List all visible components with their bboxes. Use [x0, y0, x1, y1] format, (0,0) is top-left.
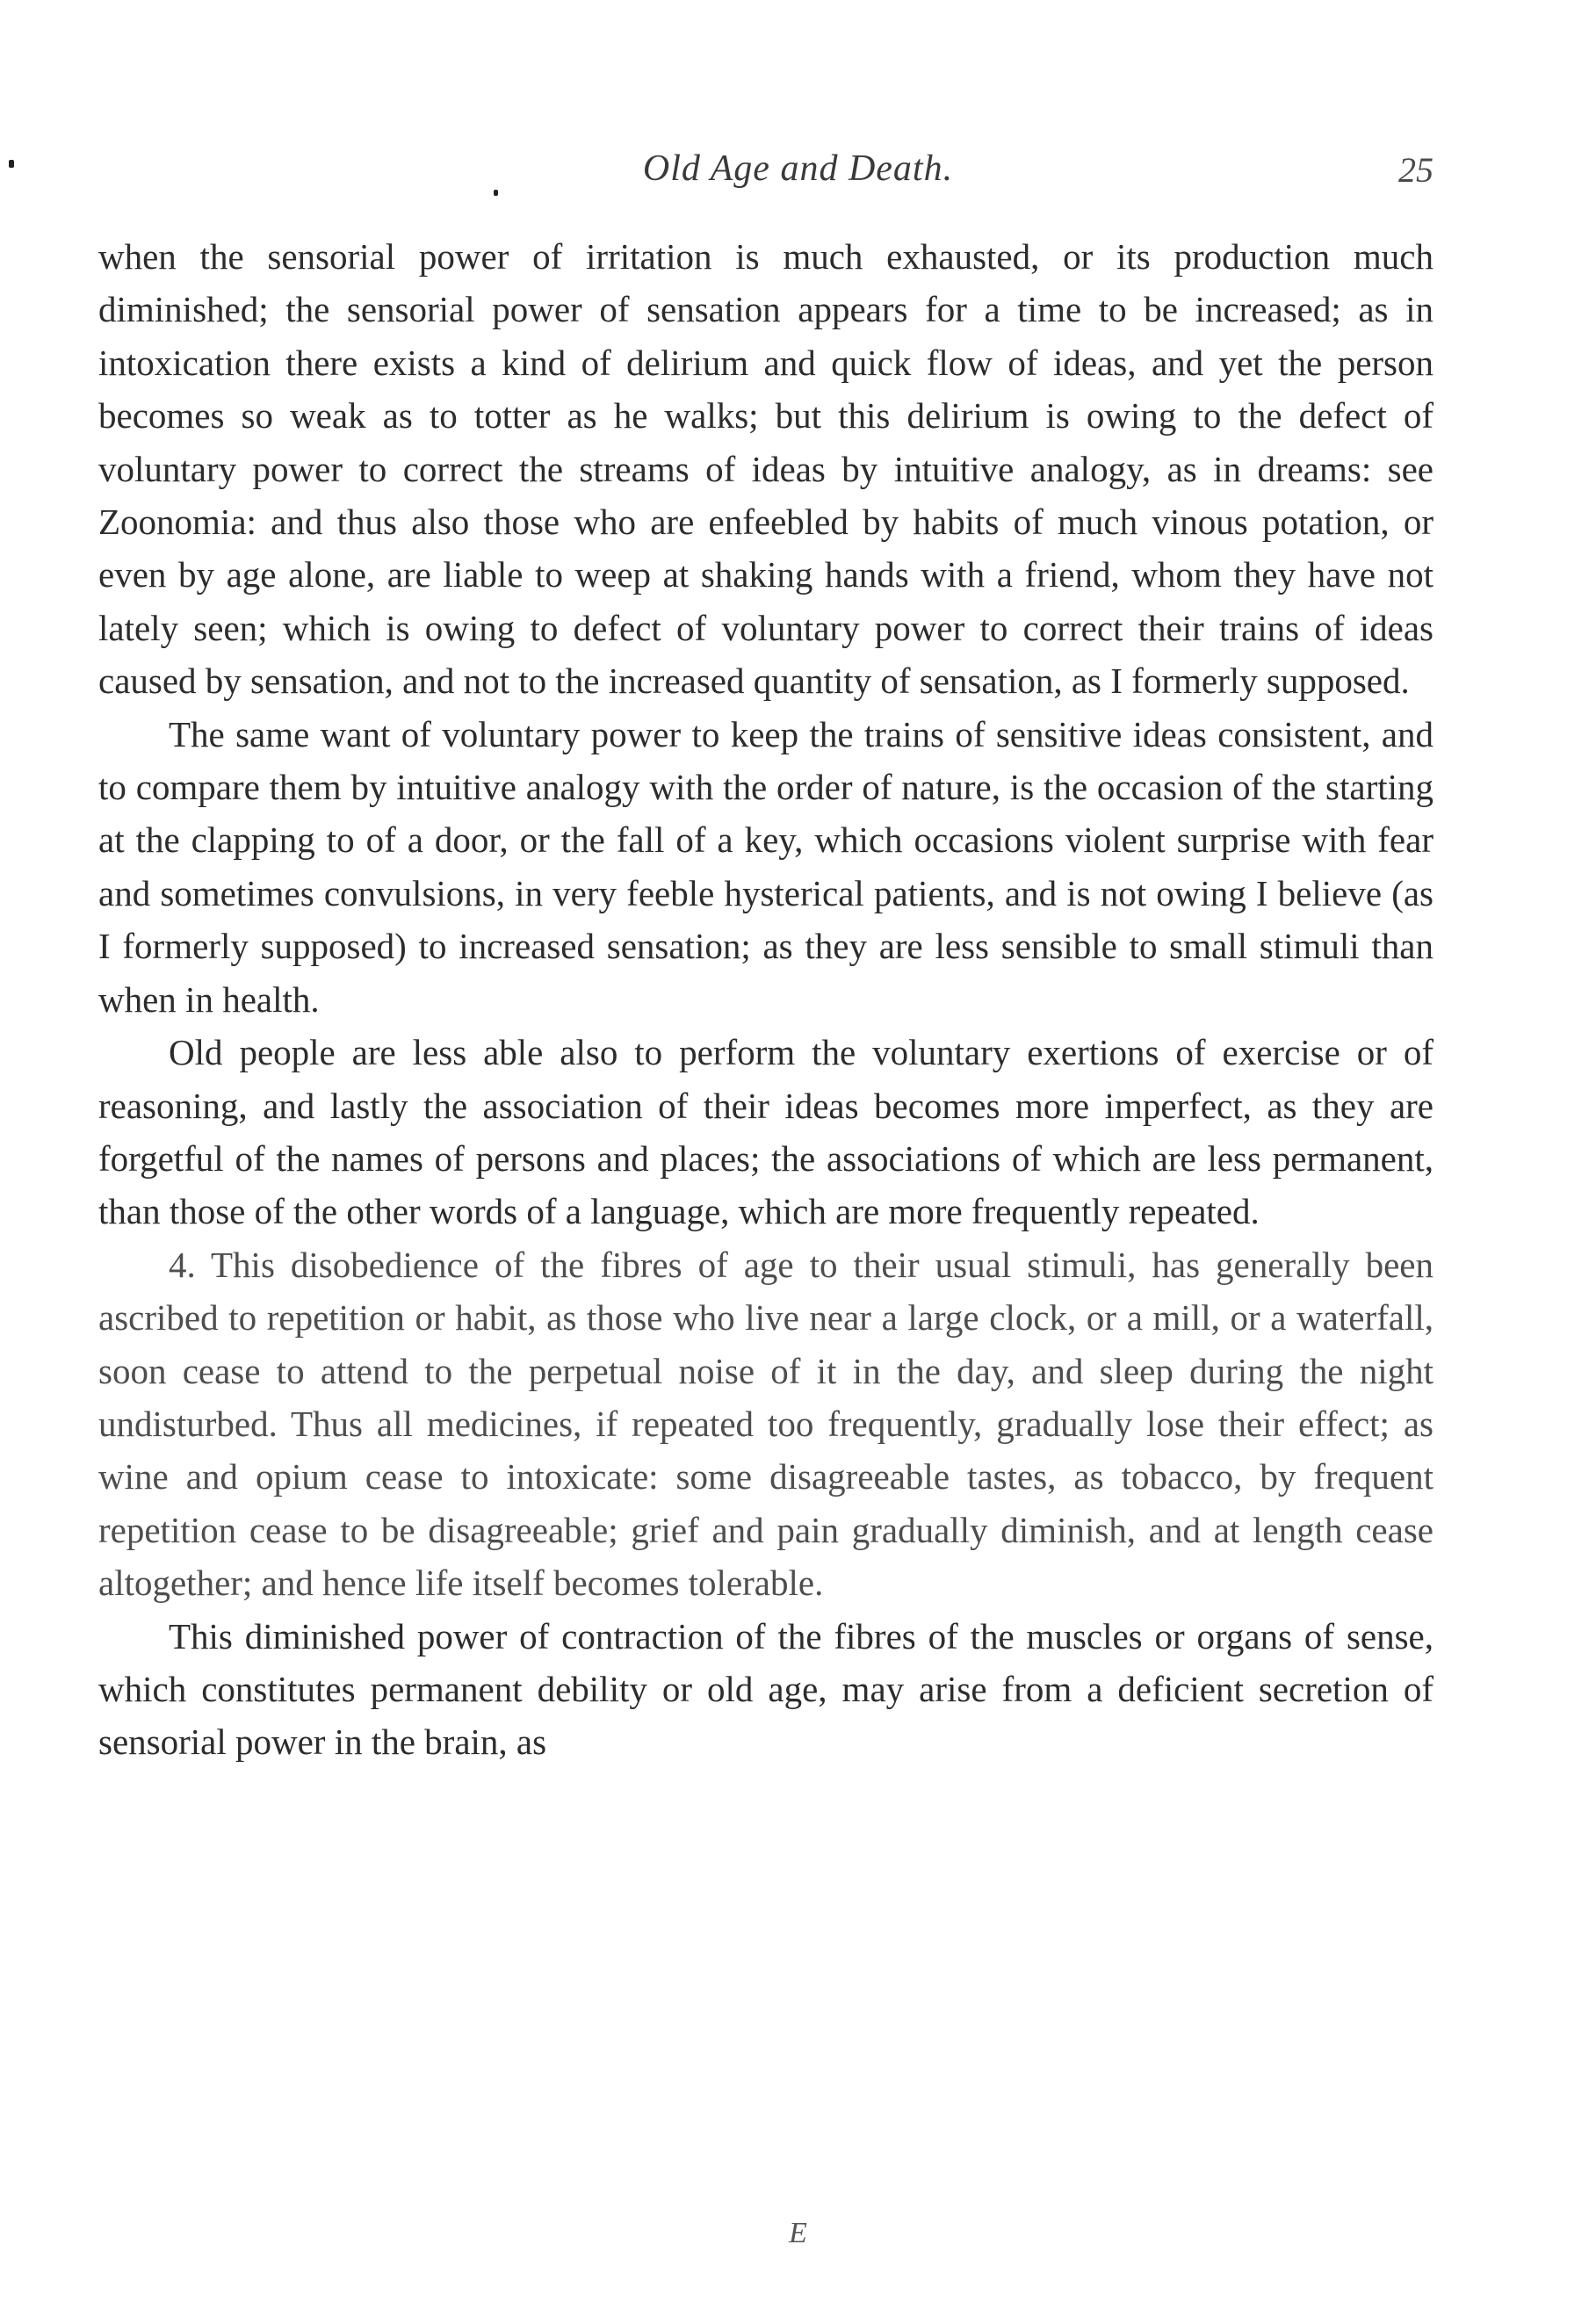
paragraph: when the sensorial power of irritation is much exhausted, or its production much diminished; the sensorial power of sensation appears for a time to be increased; as in intoxication there exists a kind of delirium and quick flow of ideas, and yet the person becomes so weak as to totter as he walks; but this delirium is owing to the defect of voluntary power to correct the streams of ideas by intuitive analogy, as in dreams: see Zoonomia: and thus also those who are enfeebled by habits of much vinous potation, or even by age alone, are liable to weep at shaking hands with a friend, whom they have not lately seen; which is owing to defect of voluntary power to correct their trains of ideas caused by sensation, and not to the increased quantity of sensation, as I formerly supposed. — [98, 236, 1434, 702]
ink-speck — [494, 190, 498, 196]
paragraph: Old people are less able also to perform the voluntary exertions of exercise or of reasoning, and lastly the association of their ideas becomes more imperfect, as they are forgetful of the names of persons and places; the associations of which are less permanent, than those of the other words of a language, which are more frequently repeated. — [98, 1032, 1434, 1232]
running-title: Old Age and Death. — [642, 148, 954, 189]
signature-mark: E — [789, 2217, 807, 2249]
page-number: 25 — [1398, 150, 1434, 190]
paragraph: This diminished power of contraction of the fibres of the muscles or organs of sense, which constitutes permanent debility or old age, may arise from a deficient secretion of sensorial power in the brain, as — [98, 1615, 1434, 1763]
paragraph: The same want of voluntary power to keep the trains of sensitive ideas consistent, and to compare them by intuitive analogy with the order of nature, is the occasion of the starting at the clapping to of a door, or the fall of a key, which occasions violent surprise with fear and sometimes convulsions, in very feeble hysterical patients, and is not owing I believe (as I formerly supposed) to increased sensation; as they are less sensible to small stimuli than when in health. — [98, 713, 1434, 1020]
paragraph: 4. This disobedience of the fibres of age to their usual stimuli, has generally been ascribed to repetition or habit, as those who live near a large clock, or a mill, or a waterfall, soon cease to attend to the perpetual noise of it in the day, and sleep during the night undisturbed. Thus all medicines, if repeated too frequently, gradually lose their effect; as wine and opium cease to intoxicate: some disagreeable tastes, as tobacco, by frequent repetition cease to be disagreeable; grief and pain gradually diminish, and at length cease altogether; and hence life itself becomes tolerable. — [98, 1244, 1434, 1604]
body-text — [98, 230, 1434, 1769]
